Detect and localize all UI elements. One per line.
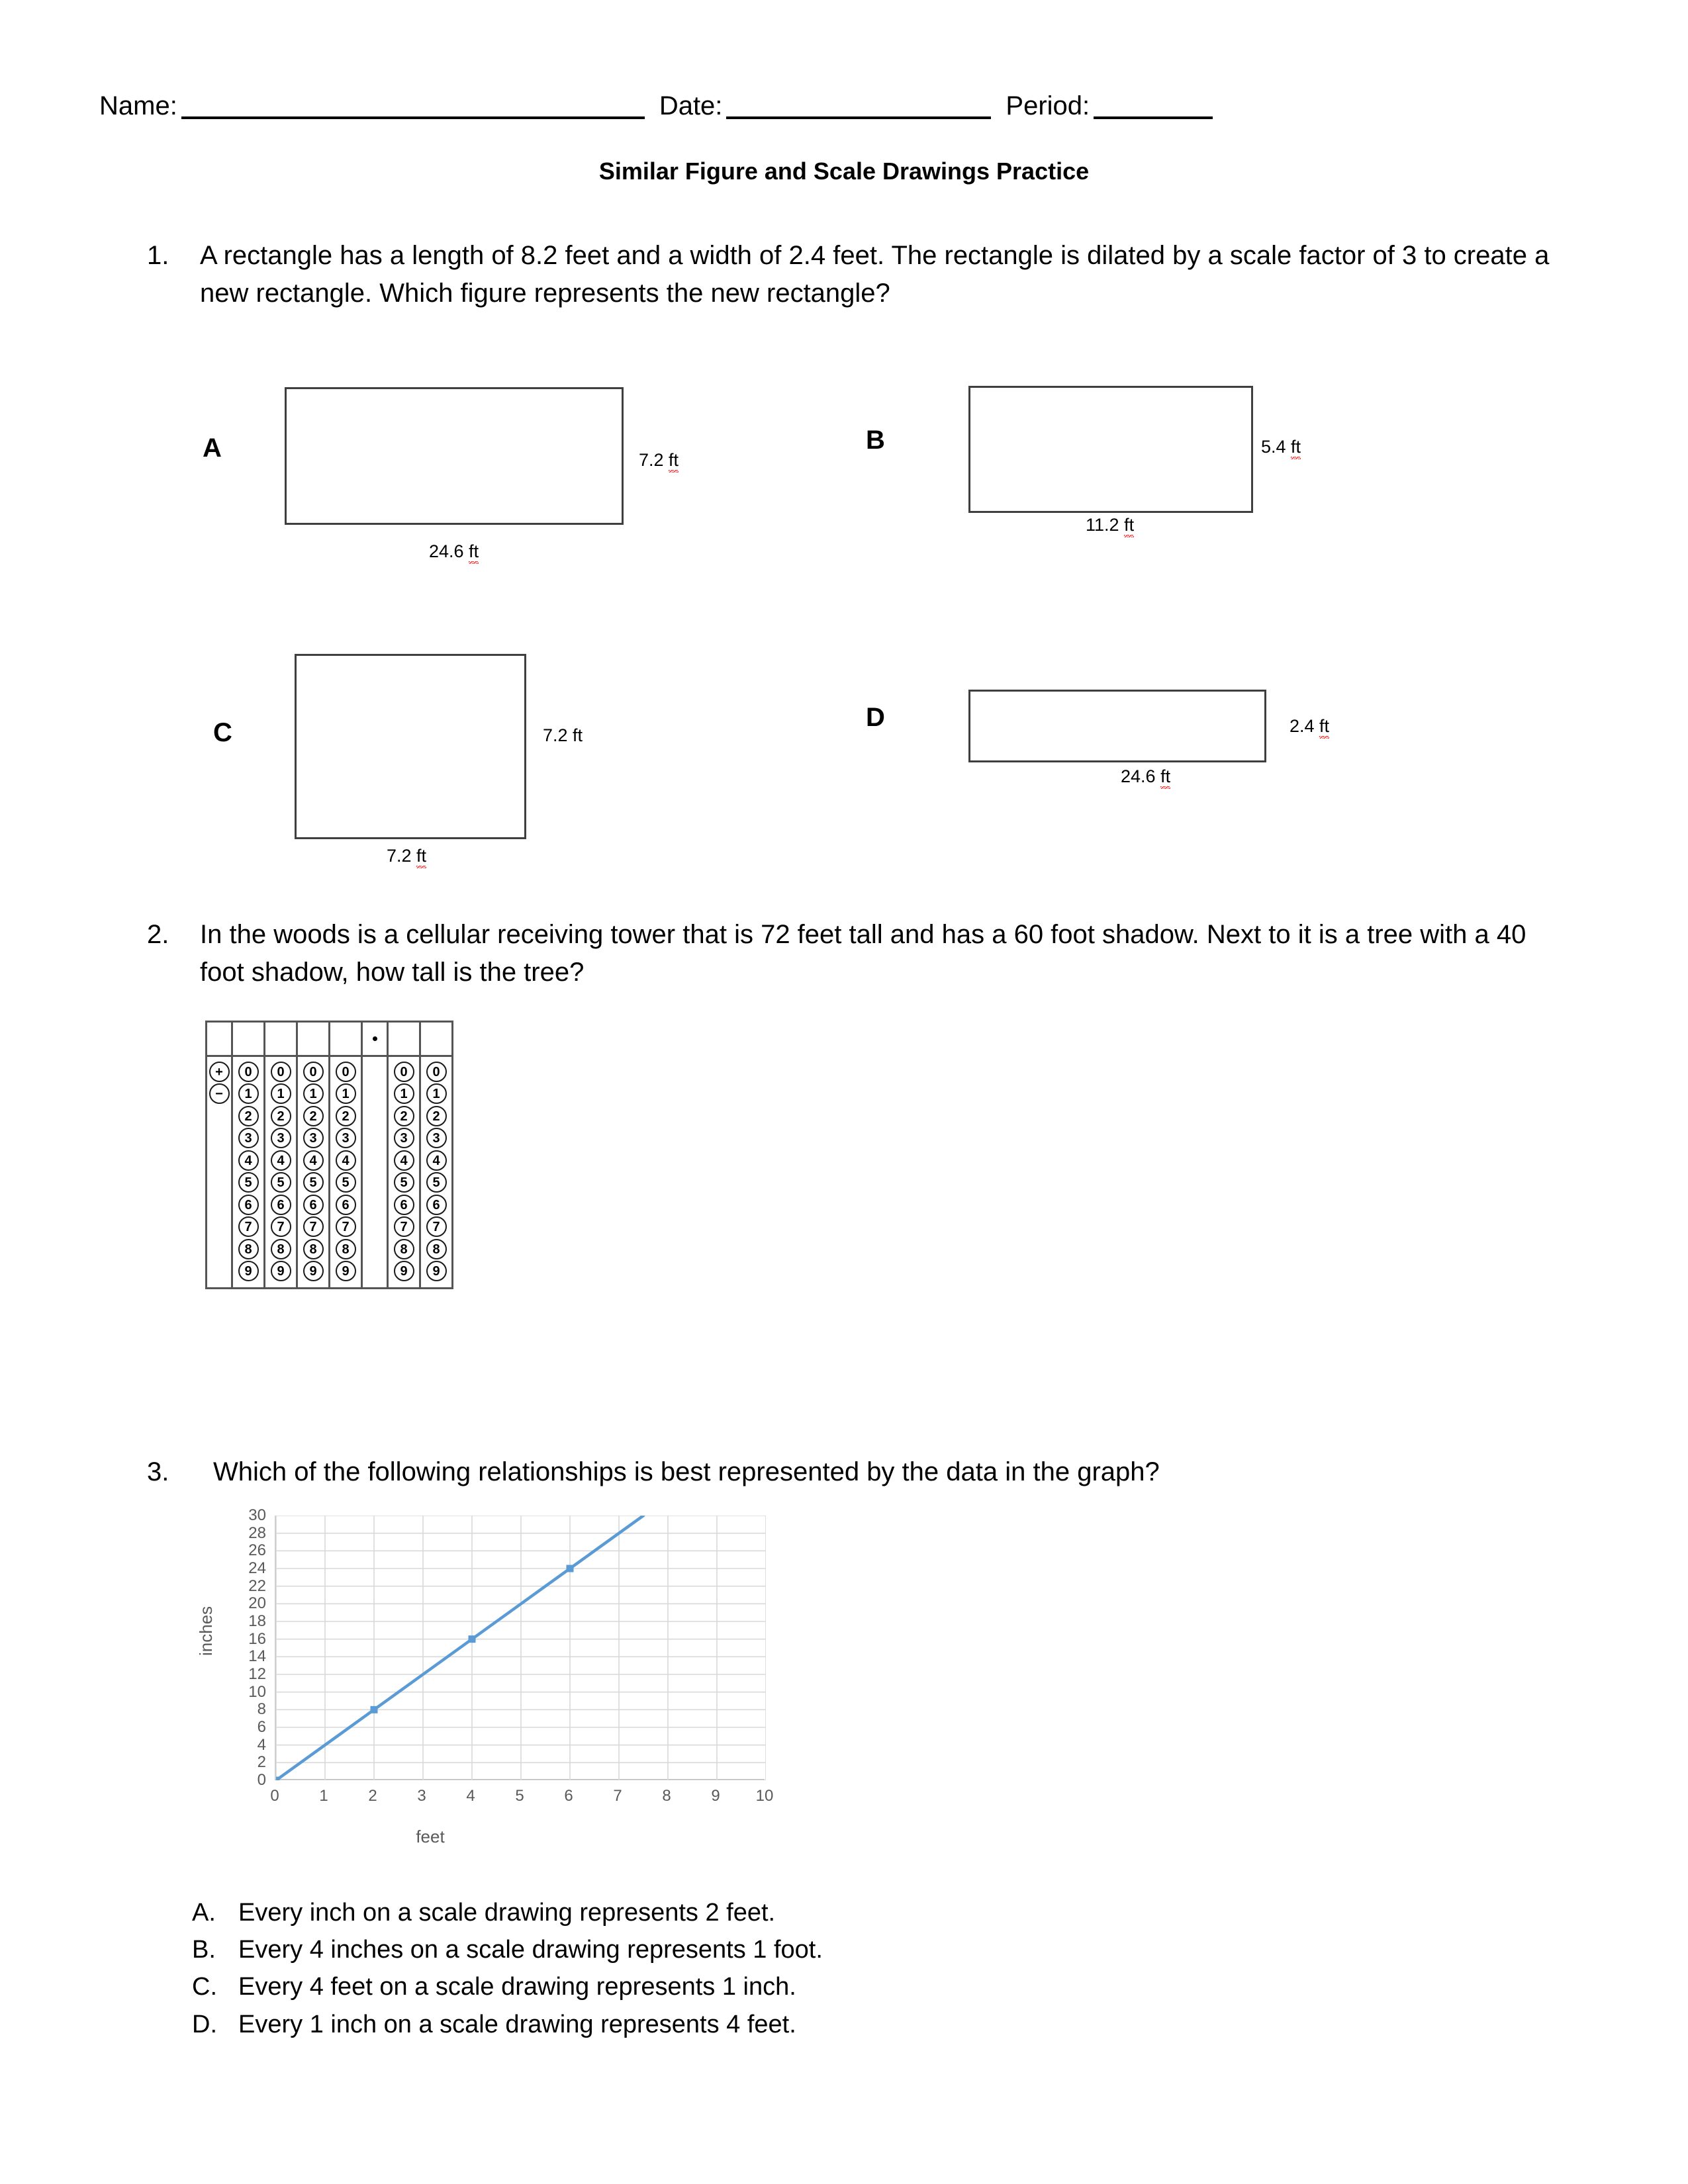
scale-drawing-line-chart: [196, 1506, 874, 1860]
decimal-point-icon: [373, 1036, 377, 1041]
grid-in-column-sign[interactable]: [207, 1022, 232, 1289]
bubble-7[interactable]: 7: [238, 1216, 259, 1237]
chart-y-tick-label: 26: [248, 1541, 266, 1560]
student-info-header: [99, 93, 1589, 119]
chart-x-tick-label: 8: [662, 1787, 671, 1805]
figure-a-letter: A: [203, 433, 222, 463]
date-label: Date:: [659, 91, 723, 120]
bubble-0[interactable]: 0: [238, 1062, 259, 1082]
bubble-3[interactable]: 3: [271, 1128, 291, 1148]
bubble-9[interactable]: 9: [271, 1261, 291, 1281]
figure-c-letter: C: [213, 718, 232, 747]
page-title: Similar Figure and Scale Drawings Practice: [598, 158, 1090, 185]
chart-y-tick-label: 6: [257, 1718, 266, 1736]
grid-in-column-4[interactable]: [330, 1022, 362, 1289]
bubble-5[interactable]: 5: [303, 1172, 324, 1193]
chart-y-tick-label: 8: [257, 1700, 266, 1719]
chart-x-axis-ticks: [270, 1787, 774, 1813]
grid-in-bubbles-sign[interactable]: [209, 1057, 230, 1110]
bubble-1[interactable]: 1: [303, 1083, 324, 1104]
chart-x-tick-label: 7: [613, 1787, 622, 1805]
grid-in-column-decimal[interactable]: [362, 1022, 388, 1289]
bubble-1[interactable]: 1: [426, 1083, 447, 1104]
date-blank-field[interactable]: [726, 94, 991, 119]
chart-series-line: [276, 1516, 643, 1780]
grid-in-bubbles-2[interactable]: [271, 1057, 291, 1287]
bubble-0[interactable]: 0: [336, 1062, 356, 1082]
question-3: [147, 1453, 1471, 1491]
figure-d-height-label: 2.4 ft: [1289, 716, 1329, 737]
chart-data-point-marker: [567, 1565, 574, 1572]
chart-data-point-marker: [276, 1777, 280, 1781]
figure-c-rectangle: [295, 654, 526, 839]
bubble-0[interactable]: 0: [426, 1062, 447, 1082]
bubble-9[interactable]: 9: [394, 1261, 414, 1281]
bubble-5[interactable]: 5: [271, 1172, 291, 1193]
bubble-5[interactable]: 5: [394, 1172, 414, 1193]
chart-y-tick-label: 22: [248, 1576, 266, 1595]
chart-y-tick-label: 28: [248, 1524, 266, 1542]
question-1-number: 1.: [147, 241, 169, 270]
chart-x-tick-label: 6: [564, 1787, 573, 1805]
figure-c-width-label: 7.2 ft: [387, 846, 426, 866]
name-blank-field[interactable]: [181, 94, 645, 119]
bubble-2[interactable]: 2: [271, 1106, 291, 1126]
grid-in-write-cell-2[interactable]: [265, 1023, 296, 1057]
bubble-2[interactable]: 2: [426, 1106, 447, 1126]
bubble-7[interactable]: 7: [394, 1216, 414, 1237]
chart-x-tick-label: 4: [466, 1787, 475, 1805]
bubble-4[interactable]: 4: [303, 1150, 324, 1171]
chart-y-axis-ticks: [232, 1506, 266, 1789]
grid-in-write-cell-sign[interactable]: [207, 1023, 231, 1057]
bubble-4[interactable]: 4: [394, 1150, 414, 1171]
question-3-options: [192, 1894, 823, 2043]
bubble-3[interactable]: 3: [303, 1128, 324, 1148]
bubble-3[interactable]: 3: [394, 1128, 414, 1148]
bubble-7[interactable]: 7: [426, 1216, 447, 1237]
chart-y-tick-label: 10: [248, 1682, 266, 1701]
grid-in-column-6[interactable]: [420, 1022, 453, 1289]
chart-x-tick-label: 2: [368, 1787, 377, 1805]
bubble-4[interactable]: 4: [271, 1150, 291, 1171]
bubble-9[interactable]: 9: [238, 1261, 259, 1281]
chart-x-axis-title: feet: [416, 1827, 445, 1846]
bubble-7[interactable]: 7: [336, 1216, 356, 1237]
grid-in-write-cell-6[interactable]: [421, 1023, 451, 1057]
chart-x-tick-label: 3: [417, 1787, 426, 1805]
question-2: [147, 916, 1557, 991]
chart-y-tick-label: 24: [248, 1559, 266, 1577]
grid-in-write-cell-4[interactable]: [330, 1023, 361, 1057]
figure-a-width-label: 24.6 ft: [429, 541, 479, 562]
bubble-8[interactable]: 8: [303, 1239, 324, 1259]
option-c[interactable]: [192, 1968, 823, 2005]
grid-in-write-cell-1[interactable]: [233, 1023, 263, 1057]
chart-y-tick-label: 14: [248, 1647, 266, 1666]
chart-y-tick-label: 18: [248, 1612, 266, 1630]
bubble-9[interactable]: 9: [426, 1261, 447, 1281]
chart-y-tick-label: 4: [257, 1735, 266, 1754]
chart-y-tick-label: 2: [257, 1753, 266, 1772]
figure-a-height-label: 7.2 ft: [639, 450, 679, 471]
bubble-2[interactable]: 2: [394, 1106, 414, 1126]
grid-in-bubbles-5[interactable]: [394, 1057, 414, 1287]
bubble-3[interactable]: 3: [336, 1128, 356, 1148]
grid-in-column-5[interactable]: [388, 1022, 420, 1289]
figure-b-letter: B: [866, 426, 885, 455]
option-a-letter: A.: [192, 1899, 216, 1927]
bubble-minus[interactable]: −: [209, 1083, 230, 1104]
bubble-4[interactable]: 4: [238, 1150, 259, 1171]
grid-in-answer-box[interactable]: [205, 1021, 453, 1289]
chart-x-tick-label: 10: [755, 1787, 774, 1805]
figure-d-rectangle: [968, 690, 1266, 762]
figure-b-width-label: 11.2 ft: [1086, 515, 1134, 535]
chart-y-axis-title: inches: [196, 1606, 216, 1656]
bubble-8[interactable]: 8: [238, 1239, 259, 1259]
question-2-number: 2.: [147, 920, 169, 949]
bubble-4[interactable]: 4: [426, 1150, 447, 1171]
grid-in-bubbles-4[interactable]: [336, 1057, 356, 1287]
chart-y-tick-label: 0: [257, 1771, 266, 1789]
chart-x-tick-label: 0: [270, 1787, 279, 1805]
question-1-text: A rectangle has a length of 8.2 feet and a width of 2.4 feet. The rectangle is dilated by a scale factor of 3 to create a new rectangle. Which figure represents the new rectangle?: [200, 241, 1550, 308]
bubble-6[interactable]: 6: [336, 1195, 356, 1215]
grid-in-column-3[interactable]: [297, 1022, 330, 1289]
question-1: [147, 237, 1557, 312]
question-3-number: 3.: [147, 1457, 169, 1486]
figure-b-rectangle: [968, 386, 1253, 513]
bubble-6[interactable]: 6: [394, 1195, 414, 1215]
grid-in-bubbles-6[interactable]: [426, 1057, 447, 1287]
chart-y-tick-label: 30: [248, 1506, 266, 1524]
grid-in-write-cell-5[interactable]: [389, 1023, 419, 1057]
chart-plot-area: [275, 1516, 765, 1780]
period-blank-field[interactable]: [1094, 94, 1213, 119]
bubble-3[interactable]: 3: [238, 1128, 259, 1148]
grid-in-column-1[interactable]: [232, 1022, 265, 1289]
bubble-0[interactable]: 0: [394, 1062, 414, 1082]
option-a[interactable]: [192, 1894, 823, 1931]
grid-in-column-2[interactable]: [265, 1022, 297, 1289]
bubble-8[interactable]: 8: [271, 1239, 291, 1259]
bubble-6[interactable]: 6: [271, 1195, 291, 1215]
chart-x-tick-label: 1: [319, 1787, 328, 1805]
question-3-text: Which of the following relationships is best represented by the data in the graph?: [213, 1457, 1160, 1486]
option-c-letter: C.: [192, 1973, 217, 2001]
grid-in-write-cell-3[interactable]: [298, 1023, 328, 1057]
figure-b-height-label: 5.4 ft: [1261, 437, 1301, 457]
bubble-8[interactable]: 8: [426, 1239, 447, 1259]
bubble-0[interactable]: 0: [271, 1062, 291, 1082]
chart-svg: [276, 1516, 766, 1780]
bubble-5[interactable]: 5: [426, 1172, 447, 1193]
grid-in-write-cell-decimal[interactable]: [363, 1023, 387, 1057]
figure-c-height-label: 7.2 ft: [543, 725, 583, 745]
bubble-8[interactable]: 8: [336, 1239, 356, 1259]
option-c-text: Every 4 feet on a scale drawing represents 1 inch.: [238, 1973, 796, 2001]
bubble-6[interactable]: 6: [426, 1195, 447, 1215]
bubble-8[interactable]: 8: [394, 1239, 414, 1259]
bubble-1[interactable]: 1: [336, 1083, 356, 1104]
bubble-9[interactable]: 9: [336, 1261, 356, 1281]
bubble-2[interactable]: 2: [303, 1106, 324, 1126]
figure-a-rectangle: [285, 387, 624, 525]
bubble-7[interactable]: 7: [303, 1216, 324, 1237]
figure-d-width-label: 24.6 ft: [1121, 766, 1170, 787]
bubble-plus[interactable]: +: [209, 1062, 230, 1082]
bubble-2[interactable]: 2: [238, 1106, 259, 1126]
chart-x-tick-label: 5: [515, 1787, 524, 1805]
bubble-9[interactable]: 9: [303, 1261, 324, 1281]
chart-data-point-marker: [469, 1635, 476, 1643]
period-label: Period:: [1006, 91, 1090, 120]
bubble-6[interactable]: 6: [303, 1195, 324, 1215]
bubble-5[interactable]: 5: [238, 1172, 259, 1193]
bubble-1[interactable]: 1: [238, 1083, 259, 1104]
bubble-1[interactable]: 1: [394, 1083, 414, 1104]
grid-in-bubbles-3[interactable]: [303, 1057, 324, 1287]
option-b[interactable]: [192, 1931, 823, 1968]
chart-y-tick-label: 20: [248, 1594, 266, 1613]
bubble-0[interactable]: 0: [303, 1062, 324, 1082]
option-b-text: Every 4 inches on a scale drawing represents 1 foot.: [238, 1936, 823, 1964]
option-d-text: Every 1 inch on a scale drawing represents 4 feet.: [238, 2010, 796, 2038]
bubble-7[interactable]: 7: [271, 1216, 291, 1237]
option-b-letter: B.: [192, 1936, 216, 1964]
figure-d-letter: D: [866, 703, 885, 732]
chart-data-point-marker: [371, 1706, 378, 1713]
bubble-4[interactable]: 4: [336, 1150, 356, 1171]
bubble-2[interactable]: 2: [336, 1106, 356, 1126]
option-d[interactable]: [192, 2006, 823, 2043]
grid-in-bubbles-1[interactable]: [238, 1057, 259, 1287]
name-label: Name:: [99, 91, 177, 120]
chart-x-tick-label: 9: [711, 1787, 720, 1805]
option-d-letter: D.: [192, 2010, 217, 2038]
bubble-5[interactable]: 5: [336, 1172, 356, 1193]
question-2-text: In the woods is a cellular receiving tower that is 72 feet tall and has a 60 foot shadow. Next to it is a tree with a 40 foot shadow, how tall is the tree?: [200, 920, 1526, 987]
grid-in-row: [207, 1022, 453, 1289]
bubble-3[interactable]: 3: [426, 1128, 447, 1148]
option-a-text: Every inch on a scale drawing represents 2 feet.: [238, 1899, 776, 1927]
grid-in-table[interactable]: [205, 1021, 453, 1289]
bubble-6[interactable]: 6: [238, 1195, 259, 1215]
chart-y-tick-label: 16: [248, 1629, 266, 1648]
bubble-1[interactable]: 1: [271, 1083, 291, 1104]
chart-y-tick-label: 12: [248, 1665, 266, 1683]
